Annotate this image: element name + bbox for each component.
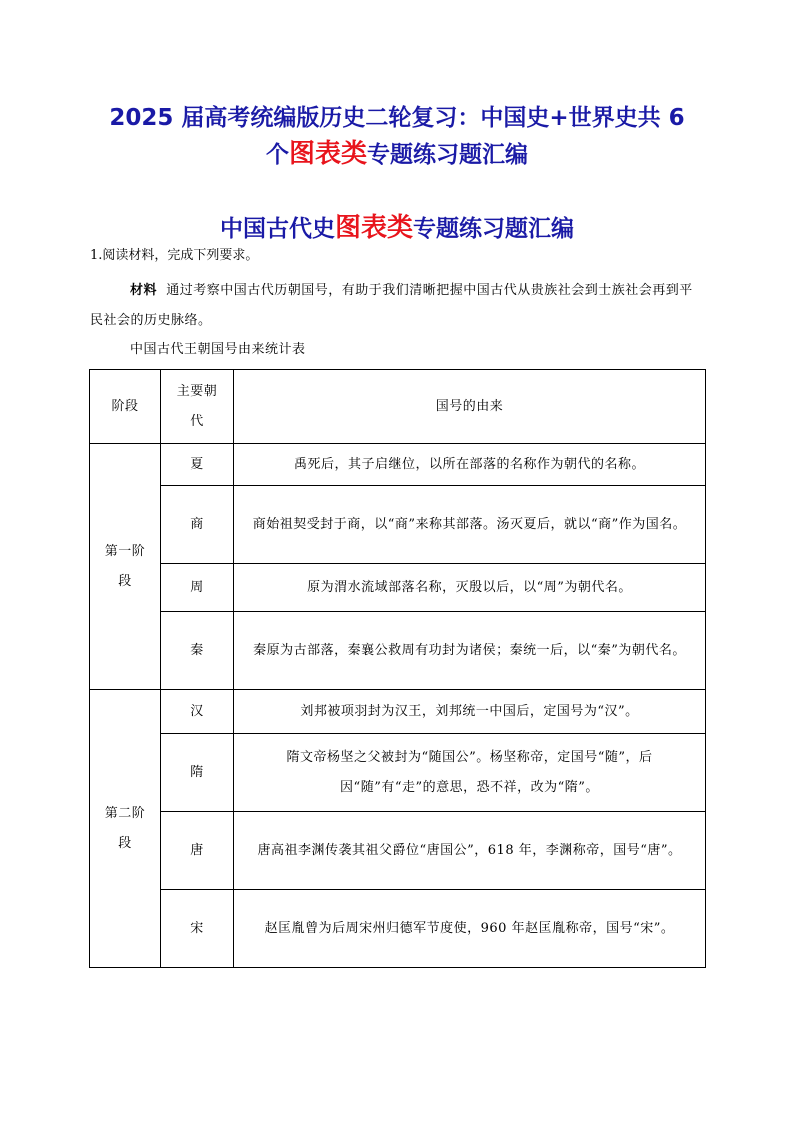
question-prompt: 1.阅读材料，完成下列要求。: [90, 248, 259, 263]
dynasty-cell: 宋: [161, 890, 234, 968]
table-row: [90, 444, 706, 486]
header-origin: 国号的由来: [234, 370, 706, 444]
section-title: [60, 210, 734, 247]
origin-cell: 原为渭水流域部落名称，灭殷以后，以“周”为朝代名。: [234, 564, 706, 612]
table-row: [90, 812, 706, 890]
document-title-line-2: [60, 136, 734, 173]
table-caption: 中国古代王朝国号由来统计表: [130, 342, 306, 357]
document-title-line-1: 2025 届高考统编版历史二轮复习：中国史+世界史共 6: [109, 105, 685, 131]
material-text: 通过考察中国古代历朝国号，有助于我们清晰把握中国古代从贵族社会到士族社会再到平民社会的历史脉络。: [90, 283, 693, 328]
section-title-prefix: 中国古代史: [219, 216, 335, 242]
dynasty-cell: 唐: [161, 812, 234, 890]
origin-cell: 商始祖契受封于商，以“商”来称其部落。汤灭夏后，就以“商”作为国名。: [234, 486, 706, 564]
dynasty-cell: 周: [161, 564, 234, 612]
section-title-highlight: 图表类: [334, 213, 413, 243]
section-title-suffix: 专题练习题汇编: [413, 216, 574, 242]
material-label: 材料: [130, 283, 158, 298]
stage-cell: 第二阶段: [90, 690, 161, 968]
material-paragraph: [90, 276, 702, 336]
origin-cell: 隋文帝杨坚之父被封为“随国公”。杨坚称帝，定国号“随”，后因“随”有“走”的意思，恐不祥，改为“隋”。: [234, 734, 706, 812]
origin-cell: 刘邦被项羽封为汉王，刘邦统一中国后，定国号为“汉”。: [234, 690, 706, 734]
title-suffix: 专题练习题汇编: [367, 142, 528, 168]
table-row: [90, 734, 706, 812]
dynasty-cell: 隋: [161, 734, 234, 812]
dynasty-name-table: [89, 369, 706, 968]
table-row: [90, 612, 706, 690]
title-prefix: 个: [265, 142, 289, 168]
stage-cell: 第一阶段: [90, 444, 161, 690]
dynasty-cell: 商: [161, 486, 234, 564]
dynasty-cell: 秦: [161, 612, 234, 690]
table-header-row: [90, 370, 706, 444]
table-row: [90, 486, 706, 564]
table-row: [90, 890, 706, 968]
dynasty-cell: 夏: [161, 444, 234, 486]
dynasty-cell: 汉: [161, 690, 234, 734]
title-highlight: 图表类: [288, 139, 367, 169]
origin-cell: 秦原为古部落，秦襄公救周有功封为诸侯；秦统一后，以“秦”为朝代名。: [234, 612, 706, 690]
table-row: [90, 690, 706, 734]
header-dynasty: 主要朝代: [161, 370, 234, 444]
origin-cell: 赵匡胤曾为后周宋州归德军节度使，960 年赵匡胤称帝，国号“宋”。: [234, 890, 706, 968]
header-stage: 阶段: [90, 370, 161, 444]
table-row: [90, 564, 706, 612]
origin-cell: 禹死后，其子启继位，以所在部落的名称作为朝代的名称。: [234, 444, 706, 486]
origin-cell: 唐高祖李渊传袭其祖父爵位“唐国公”，618 年，李渊称帝，国号“唐”。: [234, 812, 706, 890]
